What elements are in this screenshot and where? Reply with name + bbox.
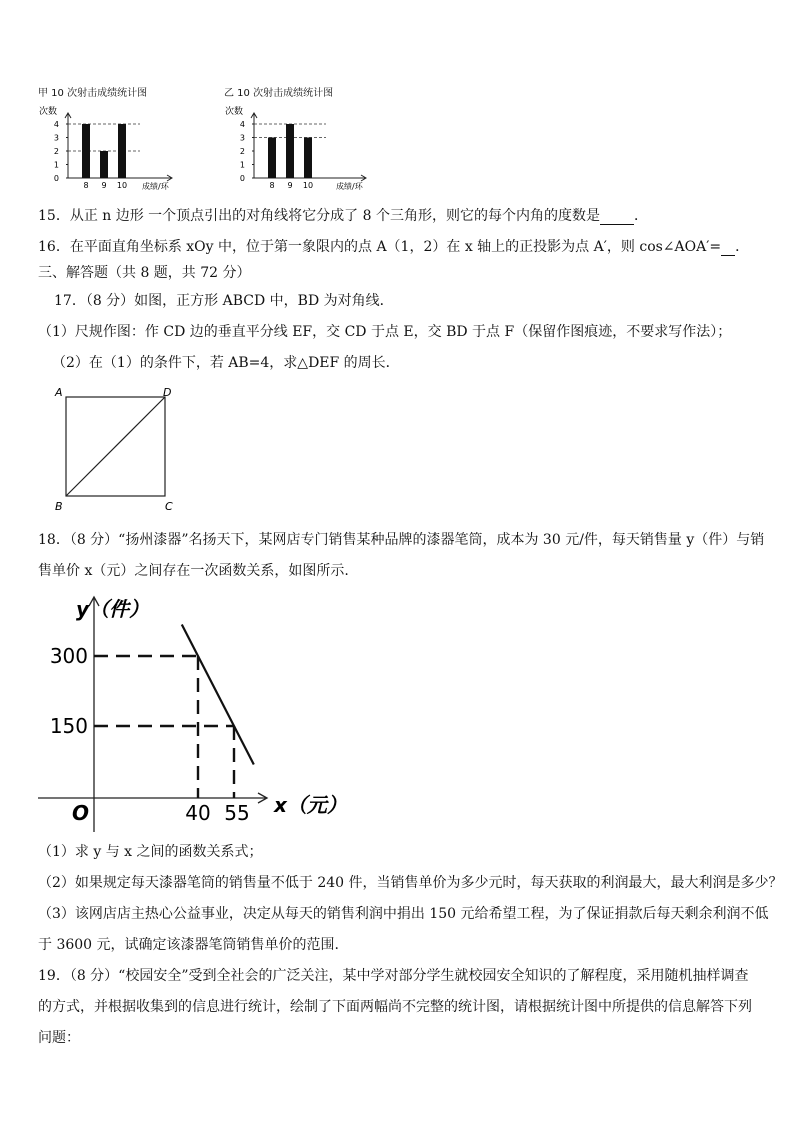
question-18-line2: 售单价 x（元）之间存在一次函数关系，如图所示. [38,563,349,579]
y-tick-label: 2 [53,147,59,156]
question-17-part1: （1）尺规作图：作 CD 边的垂直平分线 EF，交 CD 于点 E，交 BD 于点 F（保留作图痕迹，不要求写作法）； [38,324,732,340]
vertex-d: D [163,386,172,399]
bar [100,151,108,178]
y-tick-label: 2 [239,147,245,156]
y-tick-label: 3 [53,133,59,143]
x-tick-label: 10 [116,181,128,190]
y-axis-label: y（件） [76,597,150,621]
bar [118,124,126,178]
y-tick-label: 1 [239,160,245,170]
question-16 [38,238,749,256]
y-tick-label-300: 300 [49,644,88,668]
x-tick-label: 10 [302,181,314,190]
square-abcd-figure [50,384,190,514]
x-axis-label: x（元） [274,793,347,817]
sales-function-graph [30,592,360,832]
x-tick-label-55: 55 [224,801,250,825]
answer-blank[interactable] [600,224,634,225]
question-16-end: ． [735,239,750,255]
x-axis-label: 成绩/环 [336,182,363,191]
question-18-line1: 18．（8 分）“扬州漆器”名扬天下，某网店专门销售某种品牌的漆器笔筒，成本为 30 元/件，每天销售量 y（件）与销 [38,532,765,548]
question-19-line1: 19．（8 分）“校园安全”受到全社会的广泛关注，某中学对部分学生就校园安全知识的了解程度，采用随机抽样调查 [38,968,749,984]
function-line [182,625,254,765]
x-tick-label-40: 40 [185,801,211,825]
x-tick-label: 8 [83,181,89,190]
bar [304,138,312,179]
bar [268,138,276,179]
question-18-part3a: （3）该网店店主热心公益事业，决定从每天的销售利润中捐出 150 元给希望工程，为了保证捐款后每天剩余利润不低 [38,906,769,922]
vertex-c: C [165,500,173,513]
bar [82,124,90,178]
y-tick-label: 1 [53,160,59,170]
y-tick-label: 4 [53,120,59,129]
section-heading: 三、解答题（共 8 题，共 72 分） [38,265,251,281]
x-axis-label: 成绩/环 [142,182,169,191]
question-15 [38,207,648,225]
origin-label: O [72,801,90,825]
question-15-text: 15．从正 n 边形 一个顶点引出的对角线将它分成了 8 个三角形，则它的每个内角的度数是 [38,208,600,224]
y-tick-label: 0 [53,174,59,183]
question-16-text: 16．在平面直角坐标系 xOy 中，位于第一象限内的点 A（1，2）在 x 轴上的正投影为点 A′，则 cos∠AOA′= [38,239,722,255]
x-tick-label: 9 [287,181,293,190]
chart-b-title: 乙 10 次射击成绩统计图 [224,88,334,99]
chart-b-ylabel: 次数 [225,107,244,117]
y-tick-label: 4 [239,120,245,129]
bar [286,124,294,178]
y-tick-label: 0 [239,174,245,183]
chart-a-ylabel: 次数 [39,107,58,117]
diagonal-bd [66,397,165,496]
answer-blank[interactable] [721,255,735,256]
question-17-part2: （2）在（1）的条件下，若 AB=4，求△DEF 的周长． [52,355,400,371]
question-15-end: ． [634,208,648,224]
chart-b [222,100,372,196]
y-tick-label-150: 150 [49,714,88,738]
chart-a [36,100,176,196]
x-tick-label: 9 [101,181,107,190]
chart-a-title: 甲 10 次射击成绩统计图 [38,88,148,99]
question-17-intro: 17．（8 分）如图，正方形 ABCD 中，BD 为对角线． [54,293,394,309]
question-19-line3: 问题： [38,1030,80,1046]
vertex-a: A [55,386,63,399]
x-tick-label: 8 [269,181,275,190]
question-18-part2: （2）如果规定每天漆器笔筒的销售量不低于 240 件，当销售单价为多少元时，每天获取的利润最大，最大利润是多少？ [38,875,783,891]
question-18-part1: （1）求 y 与 x 之间的函数关系式； [38,844,263,860]
vertex-b: B [55,500,63,513]
question-19-line2: 的方式，并根据收集到的信息进行统计，绘制了下面两幅尚不完整的统计图，请根据统计图中所提供的信息解答下列 [38,999,752,1015]
question-18-part3b: 于 3600 元，试确定该漆器笔筒销售单价的范围. [38,937,339,953]
y-tick-label: 3 [239,133,245,143]
